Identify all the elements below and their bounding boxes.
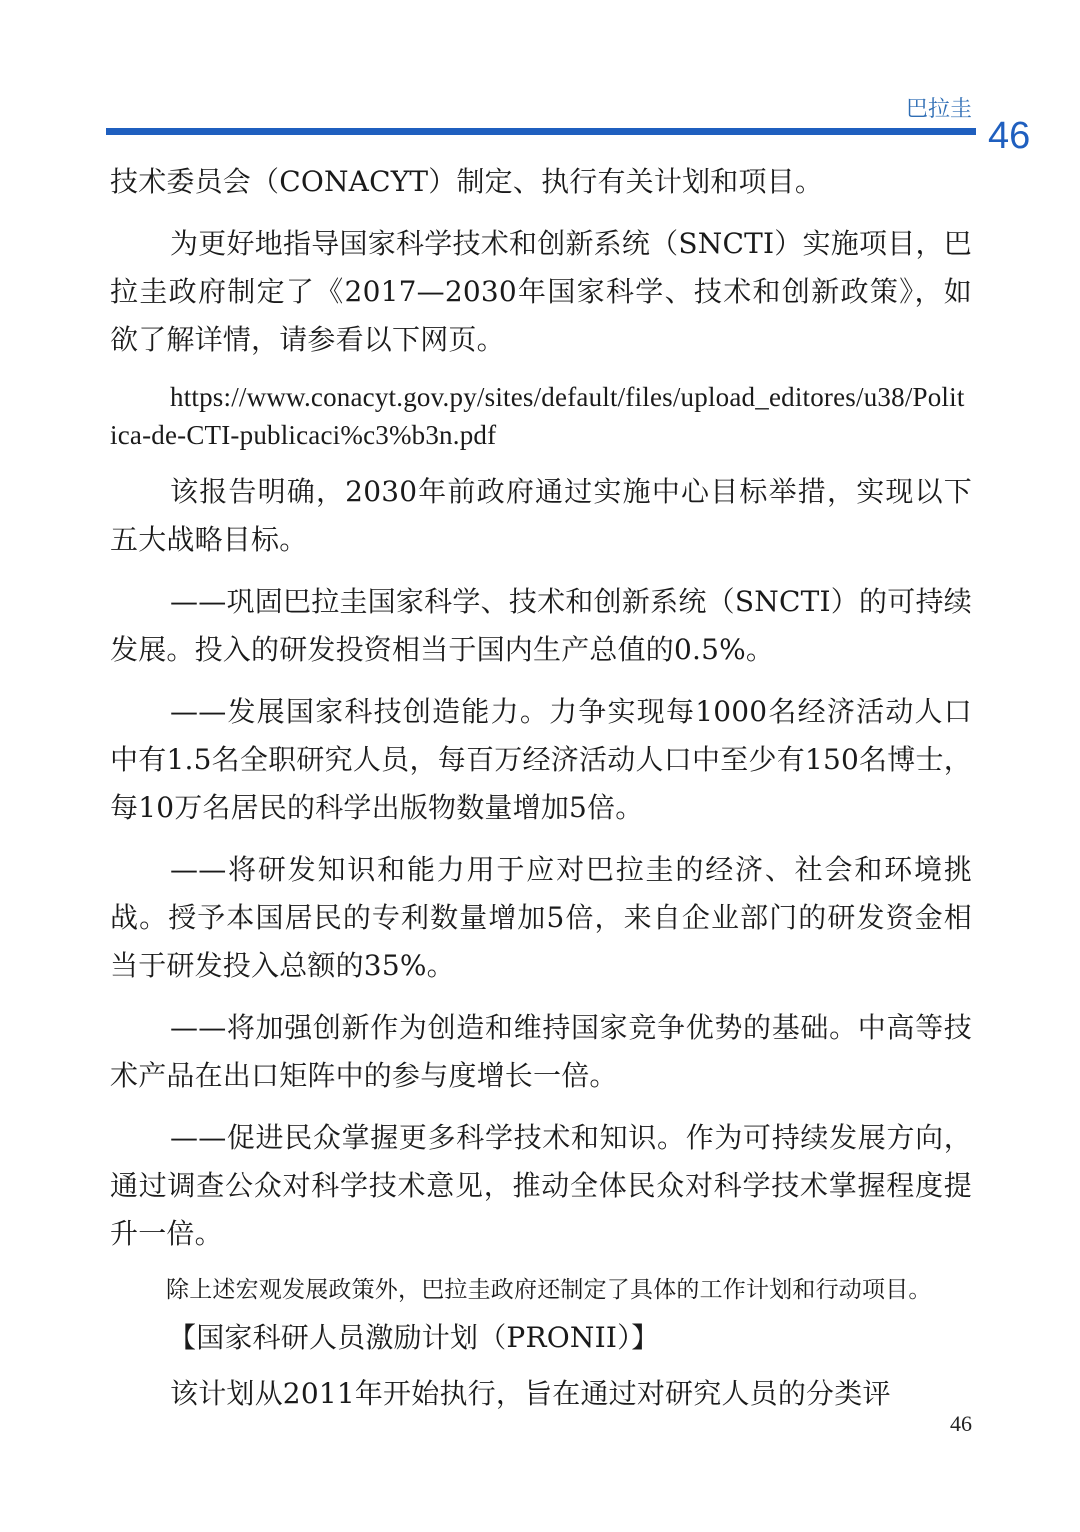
header-page-number: 46 [988, 115, 1031, 157]
goal-item: ——巩固巴拉圭国家科学、技术和创新系统（SNCTI）的可持续发展。投入的研发投资相当于国内生产总值的0.5%。 [110, 585, 972, 666]
running-header-country: 巴拉圭 [905, 97, 972, 122]
paragraph: 该计划从2011年开始执行，旨在通过对研究人员的分类评 [170, 1377, 891, 1410]
paragraph: 除上述宏观发展政策外，巴拉圭政府还制定了具体的工作计划和行动项目。 [166, 1277, 932, 1303]
goal-item: ——发展国家科技创造能力。力争实现每1000名经济活动人口中有1.5名全职研究人员，每百万经济活动人口中至少有150名博士，每10万名居民的科学出版物数量增加5倍。 [110, 695, 972, 824]
goal-item: ——将加强创新作为创造和维持国家竞争优势的基础。中高等技术产品在出口矩阵中的参与度增长一倍。 [110, 1011, 972, 1092]
section-heading: 【国家科研人员激励计划（PRONII）】 [168, 1321, 660, 1354]
goal-item: ——将研发知识和能力用于应对巴拉圭的经济、社会和环境挑战。授予本国居民的专利数量增加5倍，来自企业部门的研发资金相当于研发投入总额的35%。 [110, 853, 972, 982]
url-link[interactable]: https://www.conacyt.gov.py/sites/default/files/upload_editores/u38/Politica-de-CTI-publicaci%c3%b3n.pdf [110, 382, 965, 450]
page-body [110, 158, 972, 1432]
header-rule [106, 128, 976, 135]
footer-page-number: 46 [950, 1411, 972, 1436]
paragraph: 为更好地指导国家科学技术和创新系统（SNCTI）实施项目，巴拉圭政府制定了《2017—2030年国家科学、技术和创新政策》，如欲了解详情，请参看以下网页。 [110, 227, 972, 356]
paragraph: 该报告明确，2030年前政府通过实施中心目标举措，实现以下五大战略目标。 [110, 475, 972, 556]
goal-item: ——促进民众掌握更多科学技术和知识。作为可持续发展方向，通过调查公众对科学技术意见，推动全体民众对科学技术掌握程度提升一倍。 [110, 1121, 972, 1250]
paragraph: 技术委员会（CONACYT）制定、执行有关计划和项目。 [110, 165, 824, 198]
